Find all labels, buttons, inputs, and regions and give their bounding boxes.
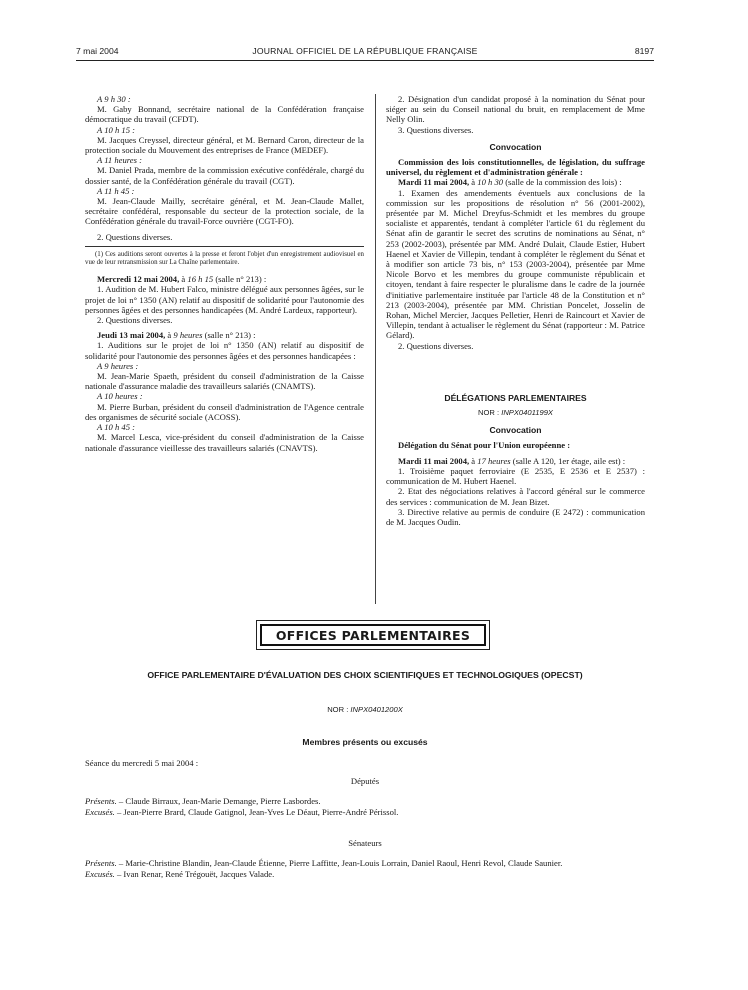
excused-line: Excusés. – Ivan Renar, René Trégouët, Jacques Valade.: [85, 868, 275, 879]
time-heading: A 9 h 30 :: [97, 94, 131, 104]
paragraph: M. Marcel Lesca, vice-président du conseil d'administration de la Caisse nationale d'assurance vieillesse des travailleurs salariés (CNAVTS).: [85, 432, 364, 453]
deputes-subheading: Députés: [350, 776, 380, 786]
paragraph: 1. Auditions sur le projet de loi n° 1350 (AN) relatif au dispositif de solidarité pour l'autonomie des personnes âgées et des personnes handicapées :: [85, 340, 364, 361]
paragraph: 2. Questions diverses.: [398, 340, 474, 351]
present-line: Présents. – Claude Birraux, Jean-Marie Demange, Pierre Lasbordes.: [85, 796, 321, 806]
nor-reference: NOR : INPX0401200X: [327, 705, 403, 714]
convocation-heading: Convocation: [489, 141, 542, 152]
members-heading: Membres présents ou excusés: [302, 737, 428, 747]
session-heading: Mercredi 12 mai 2004, à 16 h 15 (salle n° 213) :: [97, 274, 267, 285]
paragraph: M. Jean-Claude Mailly, secrétaire général, et M. Jean-Claude Mallet, secrétaire confédéral, responsable du secteur de la protection sociale, de la Confédération générale du travail-Force ouvrière (CGT-FO).: [85, 196, 364, 227]
running-header: [76, 46, 654, 60]
header-rule: [76, 60, 654, 61]
paragraph: 2. Etat des négociations relatives à l'accord général sur le commerce des services : communication de M. Jean Bizet.: [386, 486, 645, 507]
session-heading: Jeudi 13 mai 2004, à 9 heures (salle n° 213) :: [97, 330, 256, 341]
paragraph: 1. Examen des amendements éventuels aux conclusions de la commission sur les propositions de résolution n° 56 (2001-2002), présentée par M. Michel Dreyfus-Schmidt et les membres du groupe socialiste et apparentés, tendant à compléter l'article 61 du règlement du Sénat afin de garantir le secret des scrutins de nominations au Sénat, n° 253 (2002-2003), présentée par MM. André Dulait, Claude Estier, Hubert Haenel et Xavier de Villepin, tendant à compléter le règlement du Sénat et à modifier son article 73 bis, n° 153 (2003-2004), présentée par Mme Nicole Borvo et les membres du groupe communiste républicain et citoyen, tendant à faire respecter le pluralisme dans le cadre de la journée d'initiative parlementaire instituée par l'article 48 de la Constitution et n° 213 (2003-2004), présentée par MM. Christian Poncelet, Josselin de Rohan, Michel Mercier, Jacques Pelletier, Henri de Raincourt et Xavier de Villepin, tendant à actualiser le règlement du Sénat (rapporteur : M. Patrice Gélard).: [386, 187, 645, 341]
office-title: OFFICE PARLEMENTAIRE D'ÉVALUATION DES CHOIX SCIENTIFIQUES ET TECHNOLOGIQUES (OPECST): [147, 670, 583, 680]
paragraph: 1. Troisième paquet ferroviaire (E 2535, E 2536 et E 2537) : communication de M. Hubert Haenel.: [386, 465, 645, 487]
paragraph: 3. Directive relative au permis de conduire (E 2472) : communication de M. Jacques Oudin.: [386, 506, 645, 527]
page-number: 8197: [634, 46, 654, 56]
session-heading: Mardi 11 mai 2004, à 10 h 30 (salle de la commission des lois) :: [398, 177, 622, 188]
section-box-title: OFFICES PARLEMENTAIRES: [260, 624, 486, 646]
time-heading: A 10 h 45 :: [97, 422, 136, 433]
paragraph: 1. Audition de M. Hubert Falco, ministre délégué aux personnes âgées, sur le projet de loi n° 1350 (AN) relatif au dispositif de solidarité pour l'autonomie des personnes âgées et des personnes handicapées (M. André Lardeux, rapporteur).: [85, 284, 364, 315]
time-heading: A 10 h 15 :: [97, 124, 136, 135]
delegations-heading: DÉLÉGATIONS PARLEMENTAIRES: [444, 392, 587, 403]
paragraph: M. Jacques Creyssel, directeur général, et M. Bernard Caron, directeur de la protection sociale du Mouvement des entreprises de France (MEDEF).: [85, 134, 364, 156]
session-date: Séance du mercredi 5 mai 2004 :: [85, 758, 199, 768]
convocation-heading: Convocation: [489, 425, 542, 436]
time-heading: A 11 heures :: [97, 155, 142, 166]
paragraph: M. Jean-Marie Spaeth, président du conseil d'administration de la Caisse nationale d'assurance maladie des travailleurs salariés (CNAMTS).: [85, 371, 364, 392]
paragraph: 2. Questions diverses.: [97, 315, 173, 326]
time-heading: A 11 h 45 :: [97, 185, 135, 196]
left-column: [85, 94, 364, 453]
deputes-list: [85, 796, 665, 817]
paragraph: M. Pierre Burban, président du conseil d'administration de l'Agence centrale des organismes de sécurité sociale (ACOSS).: [85, 401, 364, 422]
paragraph: 3. Questions diverses.: [398, 124, 474, 135]
issue-date: 7 mai 2004: [76, 46, 119, 56]
session-heading: Mardi 11 mai 2004, à 17 heures (salle A 120, 1er étage, aile est) :: [398, 455, 626, 466]
time-heading: A 9 heures :: [97, 360, 139, 371]
senateurs-list: [85, 858, 665, 879]
excused-line: Excusés. – Jean-Pierre Brard, Claude Gatignol, Jean-Yves Le Déaut, Pierre-André Périssol.: [85, 806, 399, 817]
commission-name: Commission des lois constitutionnelles, de législation, du suffrage universel, du règlement et d'administration générale :: [386, 157, 645, 178]
column-separator: [375, 94, 376, 604]
nor-reference: NOR : INPX0401199X: [477, 408, 553, 418]
paragraph: M. Daniel Prada, membre de la commission exécutive confédérale, chargé du dossier santé, de la Confédération générale du travail (CGT).: [85, 165, 364, 186]
time-heading: A 10 heures :: [97, 391, 143, 402]
section-box: [256, 620, 490, 650]
senateurs-subheading: Sénateurs: [348, 838, 382, 848]
footnote-rule: [85, 246, 364, 247]
paragraph: 2. Questions diverses.: [97, 231, 173, 242]
right-column: [386, 94, 645, 527]
journal-title: JOURNAL OFFICIEL DE LA RÉPUBLIQUE FRANÇAISE: [252, 46, 478, 56]
paragraph: M. Gaby Bonnand, secrétaire national de la Confédération française démocratique du travail (CFDT).: [85, 104, 364, 125]
delegation-name: Délégation du Sénat pour l'Union européenne :: [398, 440, 571, 451]
paragraph: 2. Désignation d'un candidat proposé à la nomination du Sénat pour siéger au sein du Conseil national du bruit, en remplacement de Mme Nelly Olin.: [386, 94, 645, 125]
footnote: (1) Ces auditions seront ouvertes à la presse et feront l'objet d'un enregistrement audiovisuel en vue de leur retransmission sur La Chaîne parlementaire.: [85, 250, 364, 267]
present-line: Présents. – Marie-Christine Blandin, Jean-Claude Étienne, Pierre Laffitte, Jean-Louis Lorrain, Daniel Raoul, Henri Revol, Claude Saunier.: [85, 858, 563, 868]
